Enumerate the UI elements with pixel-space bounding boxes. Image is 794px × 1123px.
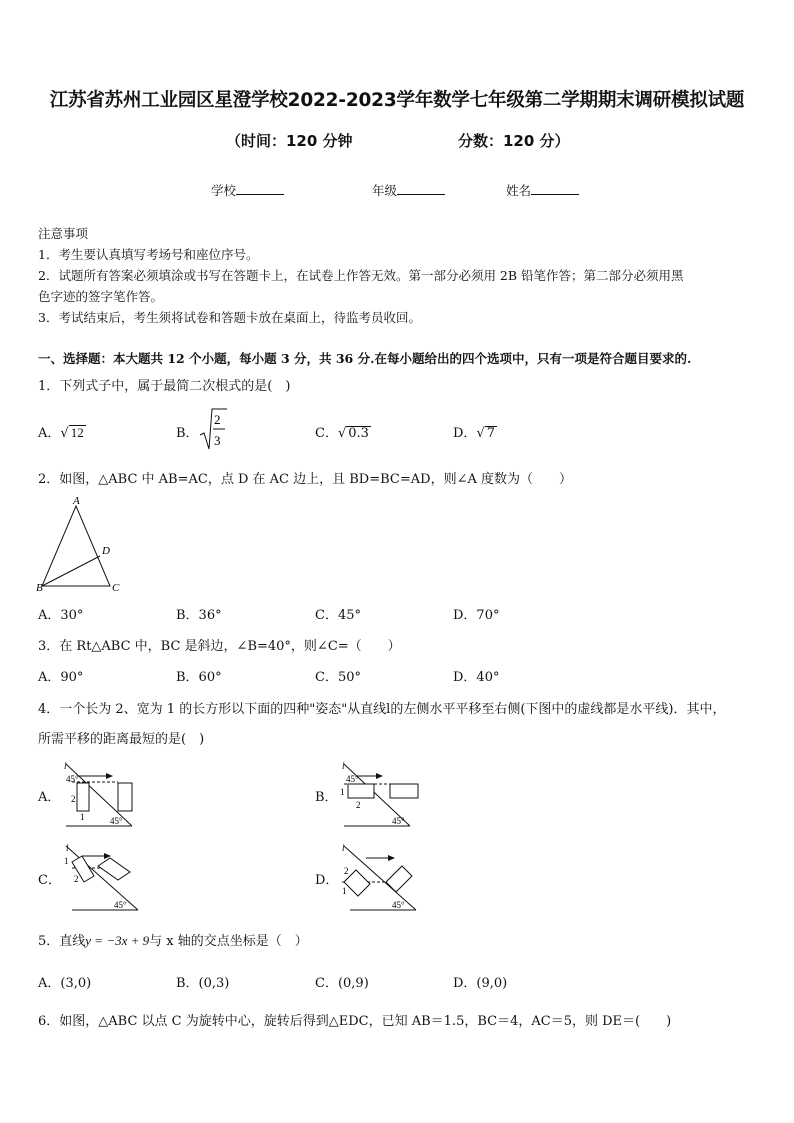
q1-option-b-radical bbox=[198, 405, 228, 453]
denominator: 3 bbox=[214, 433, 221, 448]
svg-text:l: l bbox=[64, 761, 67, 771]
q5-option-d: D．(9,0) bbox=[453, 976, 508, 991]
numerator: 2 bbox=[214, 412, 221, 427]
question-5-stem: 5．直线y = −3x + 9与 x 轴的交点坐标是（ ） bbox=[38, 933, 308, 949]
grade-field: 年级 bbox=[372, 181, 445, 199]
vertex-c: C bbox=[112, 582, 120, 594]
note-item: 2．试题所有答案必须填涂或书写在答题卡上，在试卷上作答无效。第一部分必须用 2B 铅笔作答；第二部分必须用黑 bbox=[38, 268, 684, 283]
q3-option-a: A．90° bbox=[38, 670, 84, 685]
q5-option-a: A．(3,0) bbox=[38, 976, 92, 991]
question-1-stem: 1．下列式子中，属于最简二次根式的是( ) bbox=[38, 379, 291, 394]
question-3-stem: 3．在 Rt△ABC 中，BC 是斜边，∠B=40°，则∠C=（ ） bbox=[38, 639, 401, 654]
q4-figure-d bbox=[336, 842, 426, 914]
q1-option-d: D．√ 7 bbox=[453, 426, 496, 441]
svg-text:1: 1 bbox=[340, 787, 345, 797]
question-4-stem-line2: 所需平移的距离最短的是( ) bbox=[38, 732, 205, 747]
q1-option-c: C．√ 0.3 bbox=[315, 426, 369, 441]
svg-text:1: 1 bbox=[80, 812, 85, 822]
q1-option-b: B． bbox=[176, 426, 199, 441]
q5-option-c: C．(0,9) bbox=[315, 976, 369, 991]
q2-triangle-figure bbox=[36, 494, 126, 594]
q4-figure-c bbox=[58, 842, 148, 914]
q4-option-b-label: B． bbox=[315, 790, 338, 805]
note-item: 1．考生要认真填写考场号和座位序号。 bbox=[38, 247, 259, 262]
svg-text:45°: 45° bbox=[346, 774, 359, 784]
q2-option-a: A．30° bbox=[38, 608, 84, 623]
q2-option-d: D．70° bbox=[453, 608, 500, 623]
q4-option-a-label: A． bbox=[38, 790, 61, 805]
q2-option-b: B．36° bbox=[176, 608, 222, 623]
q3-option-b: B．60° bbox=[176, 670, 222, 685]
svg-text:l: l bbox=[342, 761, 345, 771]
svg-text:2: 2 bbox=[74, 874, 79, 884]
school-field: 学校 bbox=[211, 181, 284, 199]
q2-option-c: C．45° bbox=[315, 608, 361, 623]
svg-text:45°: 45° bbox=[392, 900, 405, 910]
q5-option-b: B．(0,3) bbox=[176, 976, 230, 991]
note-item: 色字迹的签字笔作答。 bbox=[38, 289, 164, 304]
question-2-stem: 2．如图，△ABC 中 AB=AC，点 D 在 AC 边上，且 BD=BC=AD，则∠A 度数为（ ） bbox=[38, 472, 572, 487]
vertex-a: A bbox=[73, 495, 80, 507]
svg-text:45°: 45° bbox=[110, 816, 123, 826]
svg-text:45°: 45° bbox=[114, 900, 127, 910]
svg-text:1: 1 bbox=[342, 886, 347, 896]
svg-text:2: 2 bbox=[356, 800, 361, 810]
notes-title: 注意事项 bbox=[38, 226, 89, 241]
q3-option-d: D．40° bbox=[453, 670, 500, 685]
exam-title: 江苏省苏州工业园区星澄学校2022-2023学年数学七年级第二学期期末调研模拟试题 bbox=[49, 90, 745, 111]
section-heading: 一、选择题：本大题共 12 个小题，每小题 3 分，共 36 分.在每小题给出的四个选项中，只有一项是符合题目要求的. bbox=[38, 351, 692, 366]
point-d: D bbox=[102, 545, 110, 557]
q4-figure-a bbox=[58, 760, 148, 830]
svg-text:2: 2 bbox=[71, 794, 76, 804]
exam-score: 分数：120 分） bbox=[458, 132, 570, 150]
q4-option-c-label: C． bbox=[38, 873, 61, 888]
line-equation: y = −3x + 9 bbox=[85, 933, 150, 948]
q3-option-c: C．50° bbox=[315, 670, 361, 685]
vertex-b: B bbox=[36, 582, 43, 594]
name-field: 姓名 bbox=[506, 181, 579, 199]
question-6-stem: 6．如图，△ABC 以点 C 为旋转中心，旋转后得到△EDC，已知 AB＝1.5，BC＝4，AC＝5，则 DE＝( ) bbox=[38, 1014, 672, 1029]
svg-text:45°: 45° bbox=[66, 774, 79, 784]
svg-text:45°: 45° bbox=[392, 816, 405, 826]
svg-text:2: 2 bbox=[344, 866, 349, 876]
svg-text:1: 1 bbox=[64, 856, 69, 866]
q4-figure-b bbox=[336, 760, 426, 830]
note-item: 3．考试结束后，考生须将试卷和答题卡放在桌面上，待监考员收回。 bbox=[38, 310, 421, 325]
q1-option-a: A．√ 12 bbox=[38, 425, 84, 441]
svg-text:l: l bbox=[66, 843, 69, 853]
exam-time: （时间：120 分钟 bbox=[226, 132, 353, 150]
q4-option-d-label: D． bbox=[315, 873, 339, 888]
question-4-stem-line1: 4．一个长为 2、宽为 1 的长方形以下面的四种"姿态"从直线l的左侧水平平移至右侧(下图中的虚线都是水平线)．其中， bbox=[38, 702, 726, 717]
svg-text:l: l bbox=[342, 843, 345, 853]
